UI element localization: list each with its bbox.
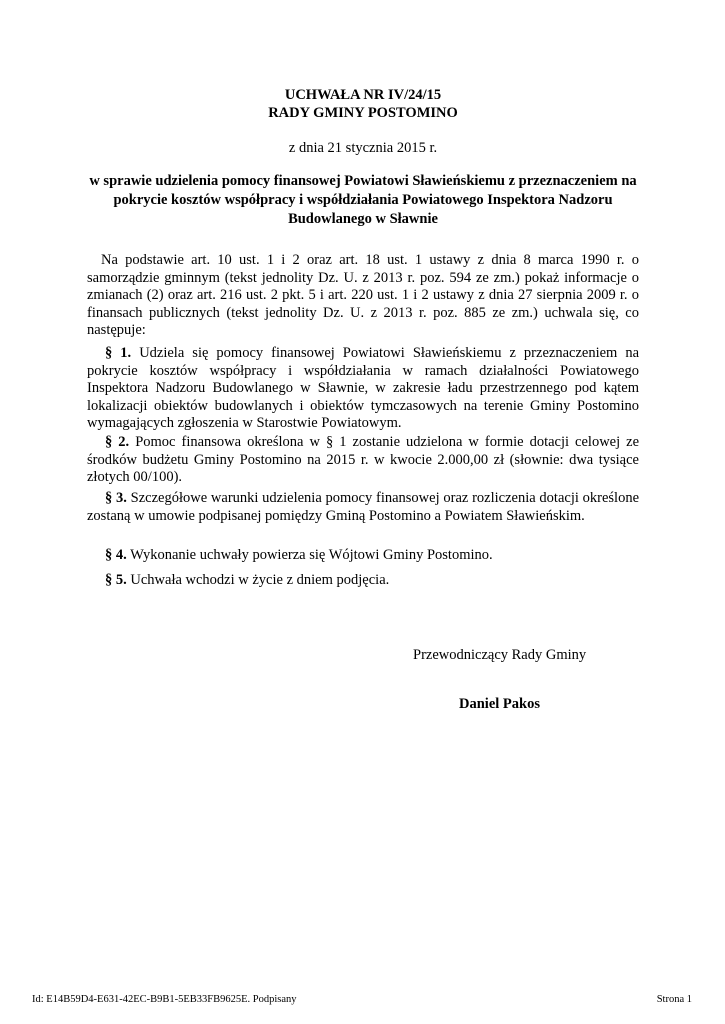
paragraph-4-label: § 4. — [105, 547, 127, 563]
paragraph-4-text: Wykonanie uchwały powierza się Wójtowi Gminy Postomino. — [130, 547, 493, 563]
paragraph-2 — [87, 434, 639, 487]
paragraph-5 — [87, 572, 639, 590]
council-name: RADY GMINY POSTOMINO — [268, 105, 458, 121]
signature-name: Daniel Pakos — [459, 696, 540, 712]
paragraph-2-text: Pomoc finansowa określona w § 1 zostanie udzielona w formie dotacji celowej ze środków budżetu Gminy Postomino na 2015 r. w kwocie 2.000,00 zł (słownie: dwa tysiące złotych 00/100). — [87, 434, 640, 485]
paragraph-1-label: § 1. — [105, 345, 132, 361]
paragraph-3-label: § 3. — [105, 490, 127, 506]
paragraph-1-text: Udziela się pomocy finansowej Powiatowi Sławieńskiemu z przeznaczeniem na pokrycie kosztów współpracy i współdziałania w ramach działalności Powiatowego Inspektora Nadzoru Budowlanego w Sławnie, w zakresie ładu przestrzennego pod kątem lokalizacji obiektów budowlanych i obiektów tymczasowych na terenie Gminy Postomino wymagających zgłoszenia w Starostwie Powiatowym. — [87, 345, 640, 431]
resolution-date: z dnia 21 stycznia 2015 r. — [288, 140, 438, 156]
resolution-number: UCHWAŁA NR IV/24/15 — [284, 87, 442, 103]
paragraph-5-text: Uchwała wchodzi w życie z dniem podjęcia. — [130, 572, 390, 588]
paragraph-2-label: § 2. — [105, 434, 130, 450]
paragraph-3 — [87, 490, 639, 525]
resolution-subject: w sprawie udzielenia pomocy finansowej Powiatowi Sławieńskiemu z przeznaczeniem na pokrycie kosztów współpracy i współdziałania Powiatowego Inspektora Nadzoru Budowlanego w Sławnie — [89, 173, 637, 227]
paragraph-3-text: Szczegółowe warunki udzielenia pomocy finansowej oraz rozliczenia dotacji określone zostaną w umowie podpisanej pomiędzy Gminą Postomino a Powiatem Sławieńskim. — [87, 490, 640, 524]
footer-page-number: Strona 1 — [656, 994, 692, 1005]
paragraph-1 — [87, 345, 639, 433]
paragraph-4 — [87, 547, 639, 565]
preamble: Na podstawie art. 10 ust. 1 i 2 oraz art. 18 ust. 1 ustawy z dnia 8 marca 1990 r. o samorządzie gminnym (tekst jednolity Dz. U. z 2013 r. poz. 594 ze zm.) pokaż informacje o zmianach (2) oraz art. 216 ust. 2 pkt. 5 i art. 220 ust. 1 i 2 ustawy z dnia 27 sierpnia 2009 r. o finansach publicznych (tekst jednolity Dz. U. z 2013 r. poz. 885 ze zm.) uchwala się, co następuje: — [87, 252, 639, 338]
paragraph-5-label: § 5. — [105, 572, 127, 588]
signature-role: Przewodniczący Rady Gminy — [413, 647, 587, 663]
footer-document-id: Id: E14B59D4-E631-42EC-B9B1-5EB33FB9625E. Podpisany — [32, 994, 297, 1005]
